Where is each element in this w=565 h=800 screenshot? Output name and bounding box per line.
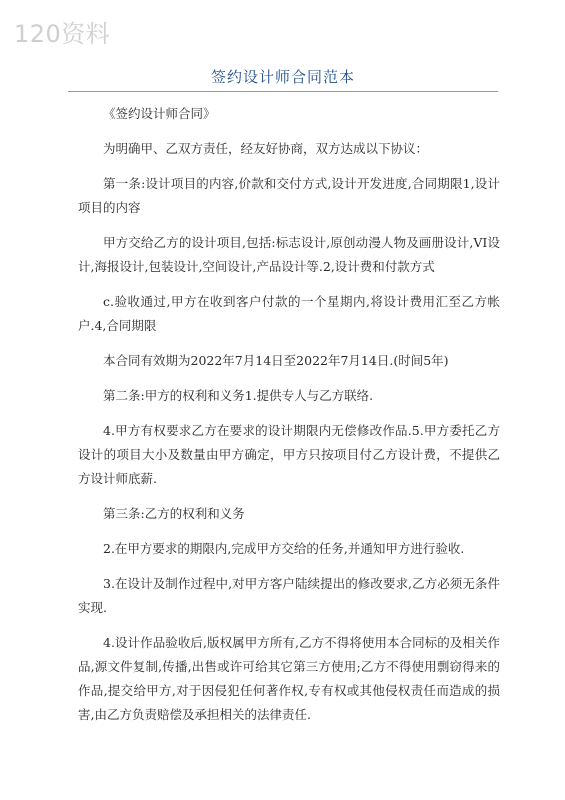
paragraph-contract-name: 《签约设计师合同》 — [103, 106, 216, 121]
paragraph-party-b-duty-3: 3.在设计及制作过程中,对甲方客户陆续提出的修改要求,乙方必须无条件实现. — [78, 576, 500, 615]
title-divider — [68, 91, 498, 92]
paragraph-validity-period: 本合同有效期为2022年7月14日至2022年7月14日.(时间5年) — [103, 353, 449, 368]
document-body — [78, 101, 500, 727]
paragraph-preamble: 为明确甲、乙双方责任，经友好协商，双方达成以下协议： — [103, 141, 429, 156]
paragraph-article-3: 第三条:乙方的权利和义务 — [103, 506, 245, 521]
paragraph-party-a-rights: 4.甲方有权要求乙方在要求的设计期限内无偿修改作品.5.甲方委托乙方设计的项目大小及数量由甲方确定，甲方只按项目付乙方设计费，不提供乙方设计师底薪. — [78, 423, 500, 486]
document-title: 签约设计师合同范本 — [210, 68, 355, 86]
paragraph-acceptance-payment: c.验收通过,甲方在收到客户付款的一个星期内,将设计费用汇至乙方帐户.4,合同期限 — [78, 294, 500, 333]
watermark-logo: 120资料 — [14, 20, 111, 48]
paragraph-party-b-duty-2: 2.在甲方要求的期限内,完成甲方交给的任务,并通知甲方进行验收. — [103, 541, 465, 556]
paragraph-party-b-duty-4: 4.设计作品验收后,版权属甲方所有,乙方不得将使用本合同标的及相关作品,源文件复制,传播,出售或许可给其它第三方使用;乙方不得使用剽窃得来的作品,提交给甲方,对于因侵犯任何著作权,专有权或其他侵权责任而造成的损害,由乙方负责赔偿及承担相关的法律责任. — [78, 635, 500, 722]
paragraph-article-2: 第二条:甲方的权利和义务1.提供专人与乙方联络. — [103, 388, 374, 403]
paragraph-design-items: 甲方交给乙方的设计项目,包括:标志设计,原创动漫人物及画册设计,VI设计,海报设计,包装设计,空间设计,产品设计等.2,设计费和付款方式 — [78, 235, 500, 274]
paragraph-article-1: 第一条:设计项目的内容,价款和交付方式,设计开发进度,合同期限1,设计项目的内容 — [78, 176, 500, 215]
